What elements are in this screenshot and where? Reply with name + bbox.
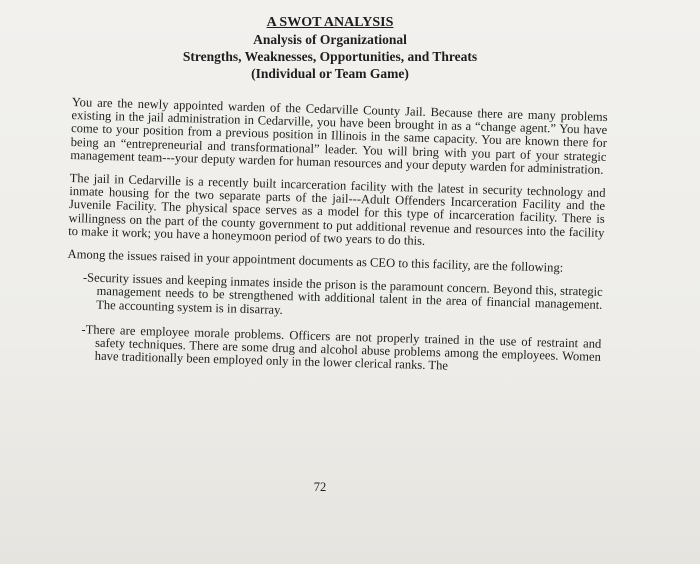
subtitle-line-3: (Individual or Team Game) <box>251 66 409 81</box>
document-title: A SWOT ANALYSIS <box>266 15 394 30</box>
subtitle-line-1: Analysis of Organizational <box>253 32 407 47</box>
document-body <box>64 96 608 389</box>
issue-item-morale: -There are employee morale problems. Officers are not properly trained in the use of restraint and safety techniques. There are some drug and alcohol abuse problems among the employees. Women have traditionally been employed only in the lower clerical ranks. The <box>81 322 602 373</box>
subtitle-line-2: Strengths, Weaknesses, Opportunities, and Threats <box>182 49 478 64</box>
paragraph-intro: You are the newly appointed warden of the Cedarville County Jail. Because there are many problems existing in the jail administration in Cedarville, you have been brought in as a “change agent.” You have come to your position from a previous position in Illinois in the same capacity. You are known there for being an “entrepreneurial and transformational” leader. You will bring with you part of your strategic management team---your deputy warden for human resources and your deputy warden for administration. <box>70 95 608 177</box>
issue-item-security: -Security issues and keeping inmates inside the prison is the paramount concern. Beyond this, strategic management needs to be strengthened with additional talent in the area of financial management. The accounting system is in disarray. <box>82 270 603 317</box>
document-header <box>120 14 540 82</box>
page-number: 72 <box>313 480 327 494</box>
paragraph-facility: The jail in Cedarville is a recently built incarceration facility with the latest in security technology and inmate housing for the two separate parts of the jail---Adult Offenders Incarceration Facility and the Juvenile Facility. The physical space serves as a model for this type of incarceration facility. There is willingness on the part of the county government to put additional revenue and resources into the facility to make it work; you have a honeymoon period of two years to do this. <box>68 170 606 248</box>
paragraph-issues-lead: Among the issues raised in your appointment documents as CEO to this facility, are the following: <box>67 246 564 275</box>
